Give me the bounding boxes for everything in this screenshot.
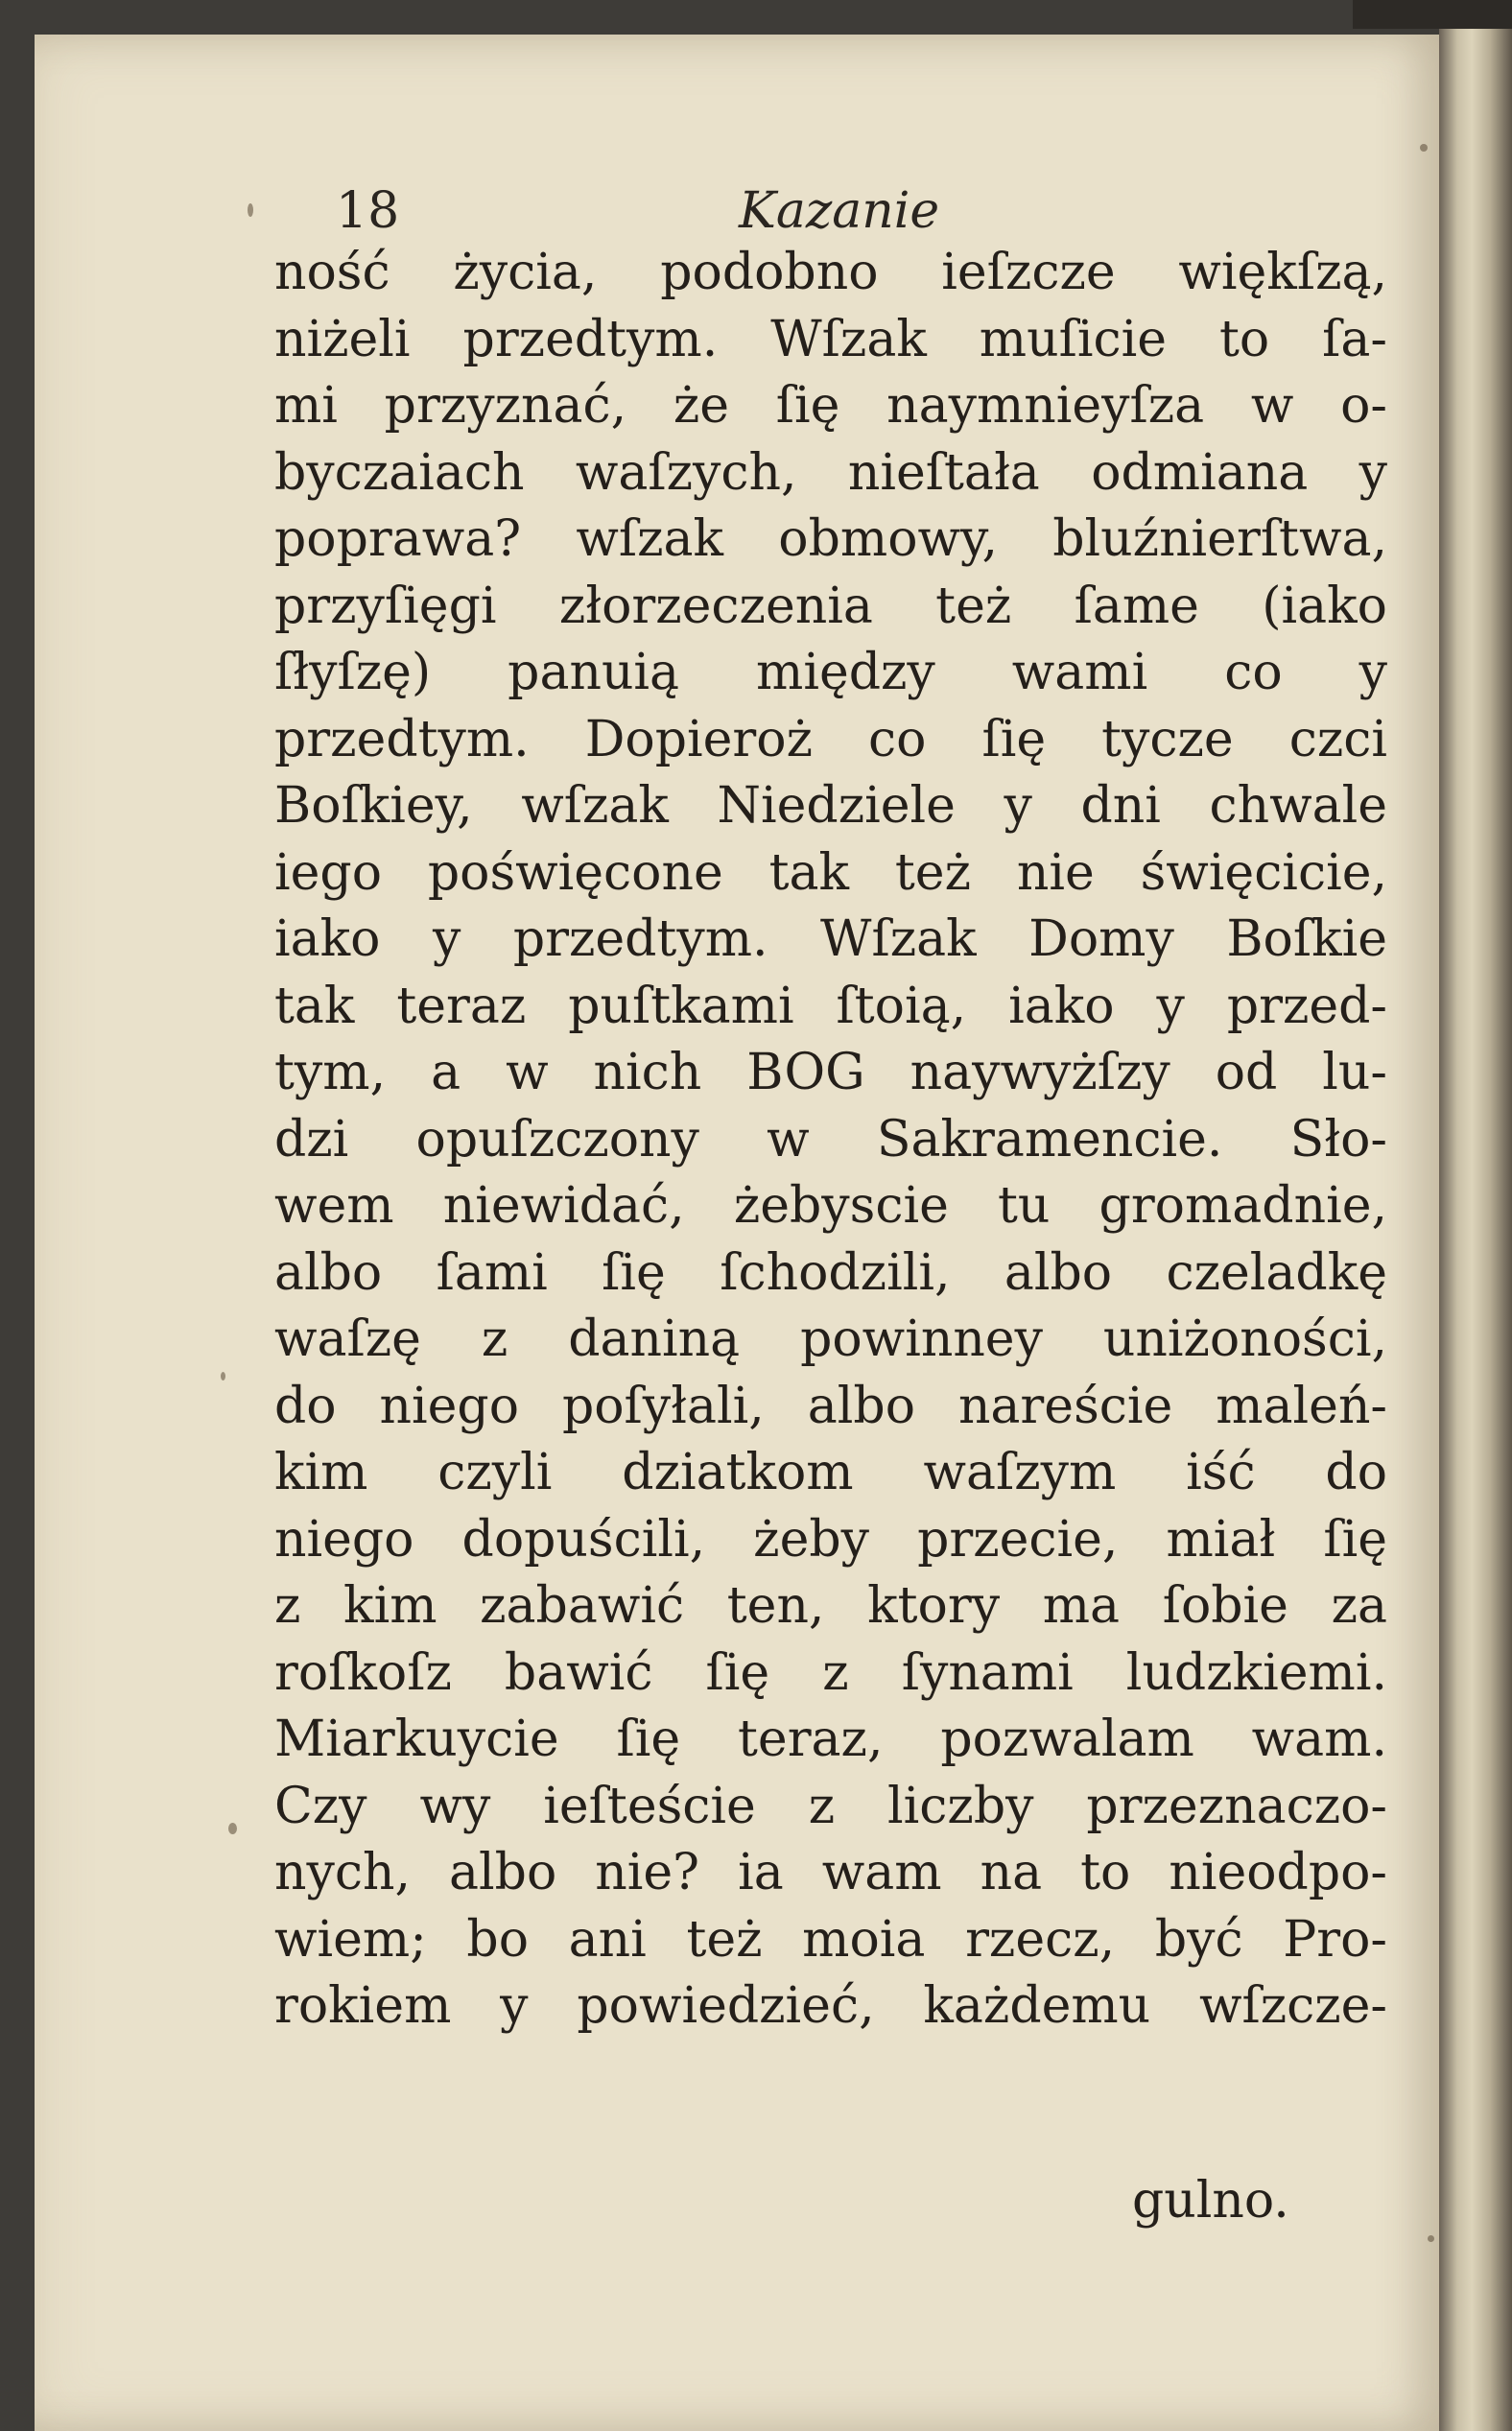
text-line: nych, albo nie? ia wam na to nieodpo- [274,1844,1387,1901]
text-line: wem niewidać, żebyscie tu gromadnie, [274,1177,1387,1235]
scan-border [1353,0,1512,29]
page-number: 18 [336,182,400,240]
paper-speck [221,1372,225,1381]
paper-speck [1420,144,1428,152]
text-line: z kim zabawić ten, ktory ma ſobie za [274,1577,1387,1635]
text-line: niego dopuścili, żeby przecie, miał ſię [274,1510,1387,1569]
text-line: Czy wy ieſteście z liczby przeznaczo- [274,1777,1387,1835]
text-line: dzi opuſzczony w Sakramencie. Sło- [274,1110,1387,1168]
text-line: roſkoſz bawić ſię z ſynami ludzkiemi. [274,1643,1387,1702]
book-gutter [1439,0,1512,2431]
text-line: ność życia, podobno ieſzcze więkſzą, [274,244,1387,301]
text-line: iako y przedtym. Wſzak Domy Boſkie [274,910,1387,968]
text-line: mi przyznać, że ſię naymnieyſza w o- [274,377,1387,435]
text-line: wiem; bo ani też moia rzecz, być Pro- [274,1910,1387,1969]
text-line: tym, a w nich BOG naywyżſzy od lu- [274,1044,1387,1101]
running-head [288,173,1391,249]
text-line: Miarkuycie ſię teraz, pozwalam wam. [274,1711,1387,1768]
text-line: ſłyſzę) panuią między wami co y [274,644,1387,701]
text-line: waſzę z daniną powinney uniżoności, [274,1310,1387,1368]
text-line: do niego poſyłali, albo nareście maleń- [274,1377,1387,1435]
text-line: albo ſami ſię ſchodzili, albo czeladkę [274,1243,1387,1302]
paper-speck [248,203,253,217]
text-line: byczaiach waſzych, nieſtała odmiana y [274,443,1387,502]
paper-speck [1428,2235,1434,2242]
body-text [274,240,1387,2041]
text-line: rokiem y powiedzieć, każdemu wſzcze- [274,1977,1387,2035]
text-line: niżeli przedtym. Wſzak muſicie to ſa- [274,310,1387,368]
text-line: iego poświęcone tak też nie święcicie, [274,843,1387,902]
text-line: kim czyli dziatkom waſzym iść do [274,1444,1387,1501]
running-title: Kazanie [739,182,940,240]
text-line: przedtym. Dopieroż co ſię tycze czci [274,710,1387,768]
text-line: tak teraz puſtkami ſtoią, iako y przed- [274,977,1387,1035]
text-line: przyſięgi złorzeczenia też ſame (iako [274,577,1387,635]
text-line: Boſkiey, wſzak Niedziele y dni chwale [274,777,1387,835]
text-line: poprawa? wſzak obmowy, bluźnierſtwa, [274,510,1387,568]
catchword: gulno. [1132,2172,1289,2230]
paper-speck [228,1823,237,1834]
